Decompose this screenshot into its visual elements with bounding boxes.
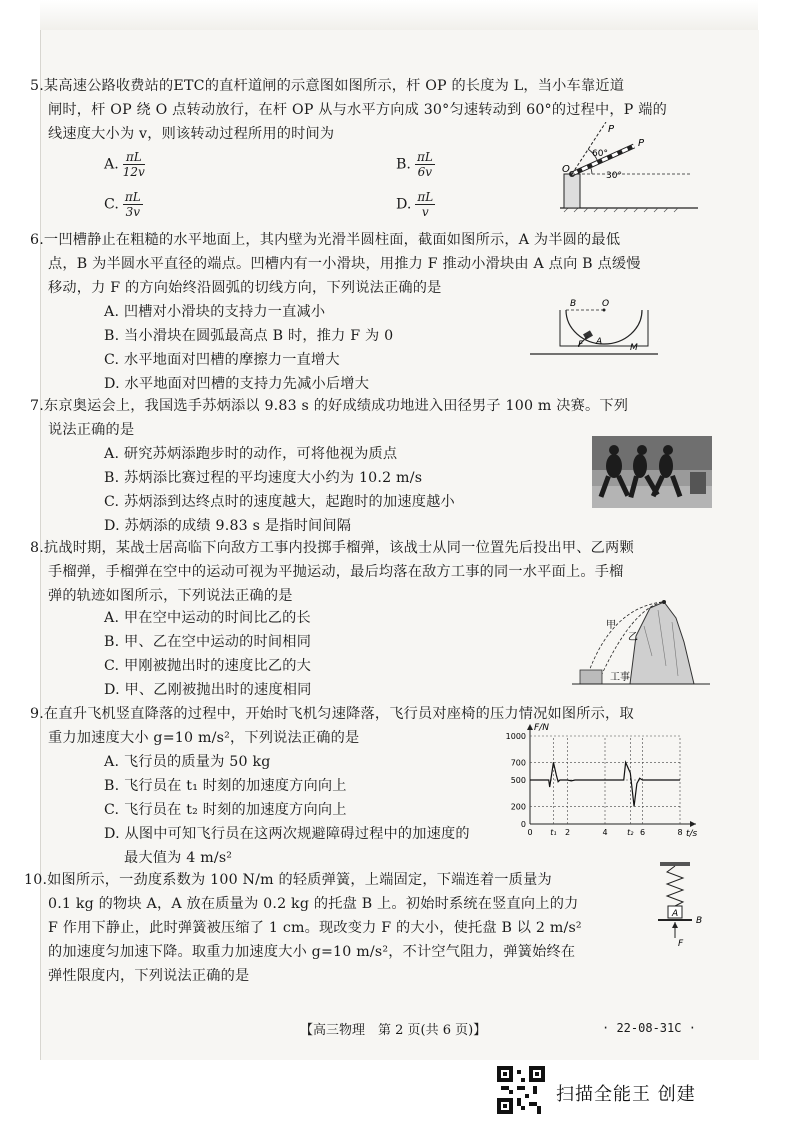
q6-line-2: 点，B 为半圆水平直径的端点。凹槽内有一小滑块，用推力 F 推动小滑块由 A 点向 B 点缓慢	[48, 256, 641, 272]
q7-option-d: D. 苏炳添的成绩 9.83 s 是指时间间隔	[104, 518, 352, 534]
q8-line-3: 弹的轨迹如图所示，下列说法正确的是	[48, 588, 293, 604]
q9-option-d-cont: 最大值为 4 m/s²	[124, 850, 233, 866]
q7-option-c: C. 苏炳添到达终点时的速度越大，起跑时的加速度越小	[104, 494, 455, 510]
q10-line-2: 0.1 kg 的物块 A，A 放在质量为 0.2 kg 的托盘 B 上。初始时系统在竖直向上的力	[48, 896, 579, 912]
q9-line-1: 9.在直升飞机竖直降落的过程中，开始时飞机匀速降落，飞行员对座椅的压力情况如图所示，取	[30, 706, 634, 722]
q8-option-b: B. 甲、乙在空中运动的时间相同	[104, 634, 312, 650]
q8-trajectory-figure	[572, 596, 712, 688]
q6-line-1: 6.一凹槽静止在粗糙的水平地面上，其内壁为光滑半圆柱面，截面如图所示，A 为半圆的最低	[30, 232, 621, 248]
q6-fig-label-a: A	[596, 337, 603, 347]
q9-x-axis-label: t/s	[686, 829, 698, 839]
q10-line-5: 弹性限度内，下列说法正确的是	[48, 968, 250, 984]
q5-fig-label-o: O	[562, 164, 570, 175]
q9-force-time-chart	[500, 718, 710, 840]
q10-spring-figure	[652, 862, 712, 948]
q6-line-3: 移动，力 F 的方向始终沿圆弧的切线方向，下列说法正确的是	[48, 280, 442, 296]
q8-option-a: A. 甲在空中运动的时间比乙的长	[104, 610, 311, 626]
q9-option-a: A. 飞行员的质量为 50 kg	[104, 754, 271, 770]
q9-option-c: C. 飞行员在 t₂ 时刻的加速度方向向上	[104, 802, 347, 818]
q5-fig-label-60: 60°	[592, 149, 608, 159]
q10-line-4: 的加速度匀加速下降。取重力加速度大小 g=10 m/s²，不计空气阻力，弹簧始终在	[48, 944, 576, 960]
qr-code-icon	[497, 1066, 545, 1114]
y-tick-label: 200	[510, 802, 526, 812]
x-tick-label: 2	[564, 828, 571, 837]
page-top-edge	[40, 0, 758, 34]
q7-sprinters-photo	[592, 436, 712, 508]
q6-option-d: D. 水平地面对凹槽的支持力先减小后增大	[104, 376, 370, 392]
q5-line-2: 闸时，杆 OP 绕 O 点转动放行，在杆 OP 从与水平方向成 30°匀速转动到 60°的过程中，P 端的	[48, 102, 668, 118]
q5-option-c: C. $\frac{\pi L}{3v}$	[104, 190, 141, 219]
q5-barrier-figure	[560, 122, 700, 214]
q10-fig-label-f: F	[678, 939, 684, 948]
q8-option-d: D. 甲、乙刚被抛出时的速度相同	[104, 682, 312, 698]
q8-fig-label-yi: 乙	[628, 632, 638, 643]
x-tick-label: 8	[677, 828, 683, 837]
page-footer-code: · 22-08-31C ·	[602, 1021, 696, 1035]
x-tick-label: 4	[602, 828, 608, 837]
y-tick-label: 1000	[505, 732, 526, 741]
y-tick-label: 500	[510, 776, 526, 785]
q10-line-3: F 作用下静止，此时弹簧被压缩了 1 cm。现改变力 F 的大小，使托盘 B 以 2 m/s²	[48, 920, 582, 936]
q7-option-a: A. 研究苏炳添跑步时的动作，可将他视为质点	[104, 446, 398, 462]
q10-fig-label-b: B	[696, 916, 703, 926]
q8-line-1: 8.抗战时期，某战士居高临下向敌方工事内投掷手榴弹，该战士从同一位置先后投出甲、乙两颗	[30, 540, 634, 556]
q7-option-b: B. 苏炳添比赛过程的平均速度大小约为 10.2 m/s	[104, 470, 423, 486]
q5-option-b: B. $\frac{\pi L}{6v}$	[396, 150, 433, 179]
q6-groove-figure	[530, 296, 660, 360]
x-tick-label: 6	[639, 828, 646, 837]
q8-fig-label-gongshi: 工事	[610, 672, 630, 683]
q7-line-1: 7.东京奥运会上，我国选手苏炳添以 9.83 s 的好成绩成功地进入田径男子 100 m 决赛。下列	[30, 398, 629, 414]
q6-option-c: C. 水平地面对凹槽的摩擦力一直增大	[104, 352, 340, 368]
q7-line-2: 说法正确的是	[48, 422, 135, 438]
q5-option-d: D. $\frac{\pi L}{v}$	[396, 190, 434, 219]
q5-fig-label-p-top: P	[608, 124, 615, 135]
q5-line-1: 5.某高速公路收费站的ETC的直杆道闸的示意图如图所示，杆 OP 的长度为 L，当小车靠近道	[30, 78, 625, 94]
q9-option-d: D. 从图中可知飞行员在这两次规避障碍过程中的加速度的	[104, 826, 470, 842]
q5-line-3: 线速度大小为 v，则该转动过程所用的时间为	[48, 126, 335, 142]
q5-fig-label-p: P	[638, 138, 645, 149]
q8-line-2: 手榴弹，手榴弹在空中的运动可视为平抛运动，最后均落在敌方工事的同一水平面上。手榴	[48, 564, 624, 580]
q5-option-a: A. $\frac{\pi L}{12v}$	[104, 150, 145, 179]
q10-line-1: 10.如图所示，一劲度系数为 100 N/m 的轻质弹簧，上端固定，下端连着一质量为	[24, 872, 552, 888]
q8-fig-label-jia: 甲	[606, 620, 616, 631]
y-tick-label: 700	[510, 758, 526, 768]
x-tick-label: t₁	[550, 828, 557, 837]
x-tick-label: t₂	[627, 828, 634, 837]
q6-fig-label-f: F	[578, 340, 584, 350]
q6-option-a: A. 凹槽对小滑块的支持力一直减小	[104, 304, 326, 320]
q6-fig-label-o: O	[602, 299, 610, 309]
q5-fig-label-30: 30°	[606, 171, 622, 181]
q10-fig-label-a: A	[672, 909, 679, 919]
page-footer-title: 【高三物理 第 2 页(共 6 页)】	[300, 1023, 487, 1038]
q6-option-b: B. 当小滑块在圆弧最高点 B 时，推力 F 为 0	[104, 328, 394, 344]
y-tick-label: 0	[520, 820, 526, 829]
q6-fig-label-b: B	[570, 299, 577, 309]
x-tick-label: 0	[527, 828, 533, 837]
q8-option-c: C. 甲刚被抛出时的速度比乙的大	[104, 658, 312, 674]
q9-option-b: B. 飞行员在 t₁ 时刻的加速度方向向上	[104, 778, 347, 794]
q9-line-2: 重力加速度大小 g=10 m/s²，下列说法正确的是	[48, 730, 360, 746]
scanner-watermark: 扫描全能王 创建	[556, 1084, 696, 1105]
q9-y-axis-label: F/N	[534, 723, 549, 733]
q6-fig-label-m: M	[630, 343, 638, 353]
